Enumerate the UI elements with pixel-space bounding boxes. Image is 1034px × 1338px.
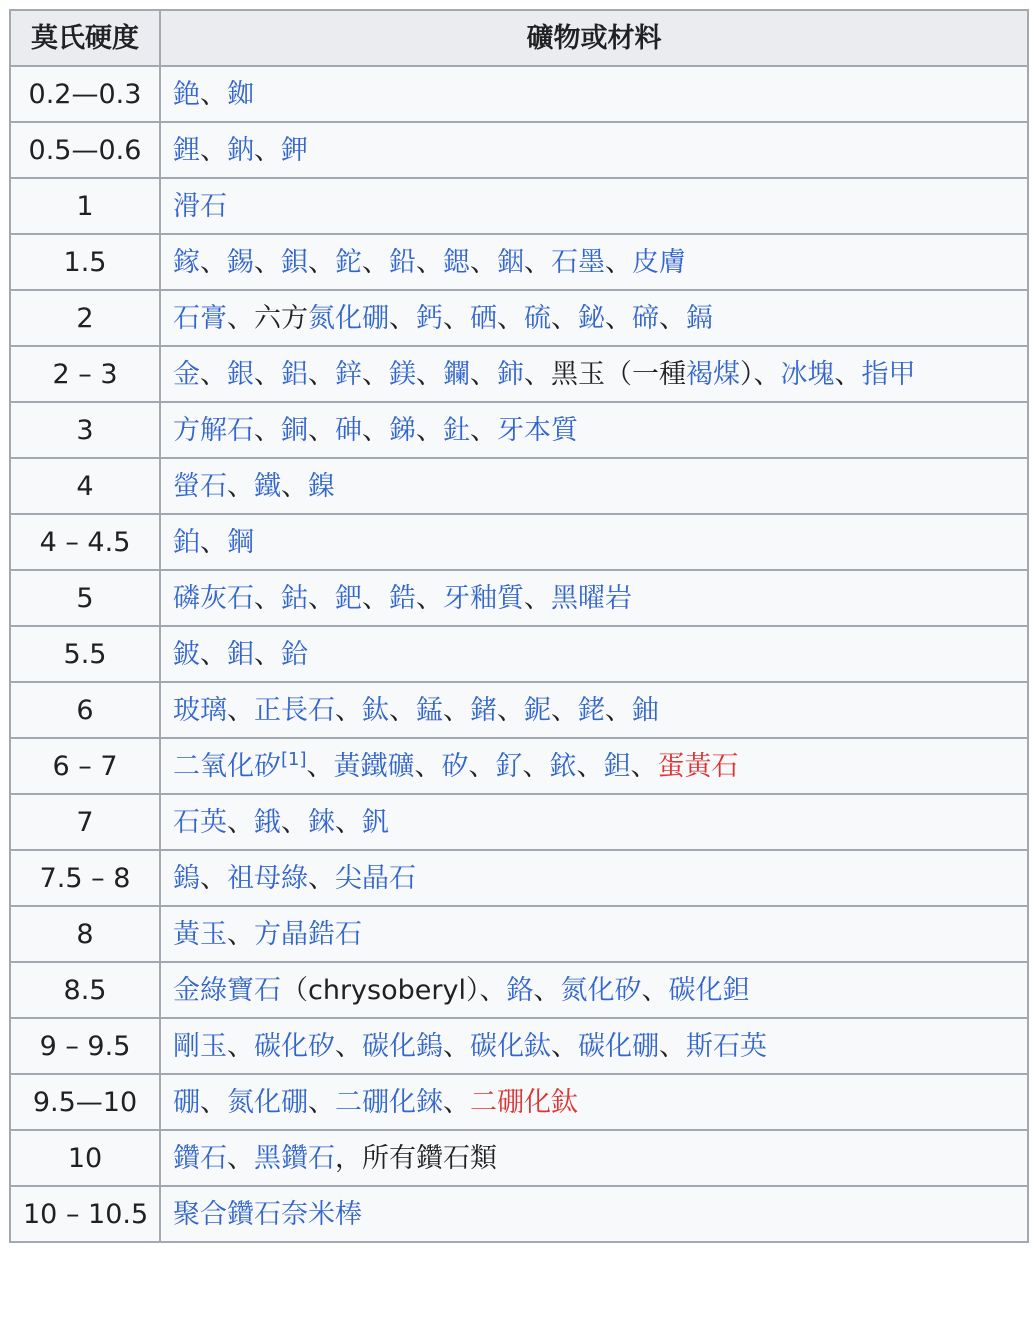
separator-text: 、 <box>200 526 227 558</box>
materials-cell <box>160 346 1028 402</box>
citation-superscript <box>281 749 307 770</box>
separator-text: 、 <box>308 414 335 446</box>
wiki-link[interactable]: 鍶 <box>443 246 470 278</box>
hardness-cell: 0.2—0.3 <box>10 66 160 122</box>
table-row <box>10 66 1028 122</box>
wiki-link[interactable]: 石英 <box>173 806 227 838</box>
separator-text: 、 <box>605 302 632 334</box>
separator-text: 、 <box>227 1142 254 1174</box>
separator-text: 、 <box>416 582 443 614</box>
wiki-link[interactable]: 黑曜岩 <box>551 582 632 614</box>
hardness-cell: 7.5 – 8 <box>10 850 160 906</box>
hardness-cell: 1 <box>10 178 160 234</box>
materials-cell <box>160 962 1028 1018</box>
separator-text: 、 <box>362 582 389 614</box>
table-row <box>10 570 1028 626</box>
citation-link[interactable]: [1] <box>281 748 307 770</box>
hardness-cell: 5 <box>10 570 160 626</box>
hardness-cell: 8 <box>10 906 160 962</box>
separator-text: 、 <box>630 750 658 782</box>
wiki-link[interactable]: 氮化硼 <box>308 302 389 334</box>
header-materials[interactable]: 礦物或材料 <box>160 10 1028 66</box>
wiki-link[interactable]: 方解石 <box>173 414 254 446</box>
wiki-link[interactable]: 金 <box>173 358 200 390</box>
wiki-link[interactable]: 鉛 <box>389 246 416 278</box>
separator-text: 、 <box>533 974 561 1006</box>
separator-text: 、 <box>414 750 442 782</box>
wiki-link[interactable]: 剛玉 <box>173 1030 227 1062</box>
separator-text: 、 <box>200 638 227 670</box>
mohs-hardness-table <box>9 9 1029 1243</box>
hardness-cell: 9.5—10 <box>10 1074 160 1130</box>
wiki-link[interactable]: 二氧化矽 <box>173 750 281 782</box>
separator-text: 、 <box>497 302 524 334</box>
wiki-link[interactable]: 螢石 <box>173 470 227 502</box>
wiki-link[interactable]: 碲 <box>632 302 659 334</box>
wiki-link[interactable]: 硫 <box>524 302 551 334</box>
table-row <box>10 626 1028 682</box>
table-row <box>10 514 1028 570</box>
wiki-link[interactable]: 碳化鈦 <box>470 1030 551 1062</box>
wiki-link[interactable]: 二硼化錸 <box>335 1086 443 1118</box>
wiki-link[interactable]: 金綠寶石 <box>173 974 281 1006</box>
separator-text: 、 <box>551 1030 578 1062</box>
separator-text: 、 <box>834 358 862 390</box>
wiki-link[interactable]: 鉻 <box>506 974 534 1006</box>
separator-text: 、 <box>308 862 335 894</box>
separator-text: 、 <box>470 414 497 446</box>
wiki-link[interactable]: 釷 <box>443 414 470 446</box>
hardness-cell: 4 <box>10 458 160 514</box>
materials-cell <box>160 906 1028 962</box>
hardness-cell: 2 <box>10 290 160 346</box>
table-row <box>10 738 1028 794</box>
materials-cell <box>160 290 1028 346</box>
hardness-cell: 7 <box>10 794 160 850</box>
separator-text: 、 <box>335 806 362 838</box>
wiki-link[interactable]: 鋅 <box>335 358 362 390</box>
wiki-link[interactable]: 釩 <box>362 806 389 838</box>
table-body <box>10 66 1028 1242</box>
table-row <box>10 962 1028 1018</box>
wiki-link[interactable]: 鈉 <box>227 134 254 166</box>
wiki-link[interactable]: 鎵 <box>173 246 200 278</box>
separator-text: 、 <box>659 1030 686 1062</box>
separator-text: 、 <box>335 694 362 726</box>
wiki-link[interactable]: 鎳 <box>308 470 335 502</box>
separator-text: 、 <box>468 750 496 782</box>
wiki-link[interactable]: 方晶鋯石 <box>254 918 362 950</box>
wiki-link[interactable]: 鉬 <box>227 638 254 670</box>
wiki-link[interactable]: 釕 <box>495 750 523 782</box>
wiki-link[interactable]: 鎂 <box>389 358 416 390</box>
wiki-link[interactable]: 皮膚 <box>632 246 686 278</box>
wiki-link[interactable]: 尖晶石 <box>335 862 416 894</box>
hardness-cell: 5.5 <box>10 626 160 682</box>
separator-text: 、 <box>200 358 227 390</box>
hardness-cell: 9 – 9.5 <box>10 1018 160 1074</box>
separator-text: 、 <box>306 750 334 782</box>
separator-text: 、 <box>605 694 632 726</box>
table-row <box>10 178 1028 234</box>
header-hardness[interactable]: 莫氏硬度 <box>10 10 160 66</box>
materials-cell <box>160 626 1028 682</box>
table-row <box>10 1018 1028 1074</box>
table-row <box>10 850 1028 906</box>
table-row <box>10 1186 1028 1242</box>
separator-text: 、 <box>551 302 578 334</box>
wiki-link[interactable]: 鋯 <box>389 582 416 614</box>
wiki-link[interactable]: 鎘 <box>686 302 713 334</box>
separator-text: 、 <box>416 246 443 278</box>
separator-text: 、 <box>227 806 254 838</box>
wiki-link[interactable]: 氮化矽 <box>560 974 642 1006</box>
wiki-link[interactable]: 銅 <box>281 414 308 446</box>
wiki-link[interactable]: 鉀 <box>281 134 308 166</box>
table-row <box>10 458 1028 514</box>
separator-text: 、 <box>443 1086 470 1118</box>
wiki-link[interactable]: 碳化矽 <box>254 1030 335 1062</box>
materials-cell <box>160 850 1028 906</box>
wiki-link[interactable]: 磷灰石 <box>173 582 254 614</box>
hardness-cell: 10 <box>10 1130 160 1186</box>
wiki-link[interactable]: 滑石 <box>173 190 227 222</box>
separator-text: 、 <box>308 1086 335 1118</box>
red-wiki-link[interactable]: 蛋黃石 <box>657 750 739 782</box>
wiki-link[interactable]: 鈮 <box>524 694 551 726</box>
hardness-cell: 2 – 3 <box>10 346 160 402</box>
hardness-cell: 10 – 10.5 <box>10 1186 160 1242</box>
separator-text: 、 <box>335 1030 362 1062</box>
wiki-link[interactable]: 石墨 <box>551 246 605 278</box>
materials-cell <box>160 1074 1028 1130</box>
separator-text: 、 <box>416 358 443 390</box>
separator-text: 、黑玉（一種 <box>524 358 686 390</box>
materials-cell <box>160 1018 1028 1074</box>
materials-cell <box>160 178 1028 234</box>
wiki-link[interactable]: 銻 <box>389 414 416 446</box>
wiki-link[interactable]: 鉭 <box>603 750 631 782</box>
separator-text: 、 <box>362 414 389 446</box>
table-row <box>10 122 1028 178</box>
separator-text: 、 <box>416 414 443 446</box>
materials-cell <box>160 458 1028 514</box>
materials-cell <box>160 794 1028 850</box>
separator-text: ，所有鑽石類 <box>335 1142 497 1174</box>
table-row <box>10 234 1028 290</box>
separator-text: 、 <box>470 246 497 278</box>
separator-text: 、 <box>308 358 335 390</box>
wiki-link[interactable]: 祖母綠 <box>227 862 308 894</box>
separator-text: 、 <box>551 694 578 726</box>
table-row <box>10 346 1028 402</box>
table-row <box>10 906 1028 962</box>
hardness-cell: 6 <box>10 682 160 738</box>
wiki-link[interactable]: 銣 <box>227 78 254 110</box>
wiki-link[interactable]: 鉈 <box>335 246 362 278</box>
wiki-link[interactable]: 牙釉質 <box>443 582 524 614</box>
hardness-cell: 8.5 <box>10 962 160 1018</box>
separator-text: 、 <box>254 638 281 670</box>
wiki-link[interactable]: 鑽石 <box>173 1142 227 1174</box>
separator-text: 、 <box>362 246 389 278</box>
wiki-link[interactable]: 鈣 <box>416 302 443 334</box>
separator-text: 、 <box>443 302 470 334</box>
separator-text: 、六方 <box>227 302 308 334</box>
separator-text: 、 <box>254 246 281 278</box>
separator-text: 、 <box>389 302 416 334</box>
separator-text: 、 <box>227 694 254 726</box>
wiki-link[interactable]: 硒 <box>470 302 497 334</box>
separator-text: 、 <box>200 862 227 894</box>
table-row <box>10 290 1028 346</box>
materials-cell <box>160 122 1028 178</box>
wiki-link[interactable]: 錳 <box>416 694 443 726</box>
wiki-link[interactable]: 鋰 <box>173 134 200 166</box>
wiki-link[interactable]: 鋁 <box>281 358 308 390</box>
wiki-link[interactable]: 鈾 <box>632 694 659 726</box>
separator-text: 、 <box>200 1086 227 1118</box>
wiki-link[interactable]: 指甲 <box>861 358 916 390</box>
hardness-cell: 1.5 <box>10 234 160 290</box>
wiki-link[interactable]: 鍺 <box>470 694 497 726</box>
wiki-link[interactable]: 碳化鎢 <box>362 1030 443 1062</box>
separator-text: 、 <box>576 750 604 782</box>
wiki-link[interactable]: 石膏 <box>173 302 227 334</box>
wiki-link[interactable]: 矽 <box>441 750 469 782</box>
separator-text: 、 <box>281 806 308 838</box>
separator-text: 、 <box>254 582 281 614</box>
table-row <box>10 682 1028 738</box>
separator-text: 、 <box>200 246 227 278</box>
table-row <box>10 1130 1028 1186</box>
wiki-link[interactable]: 黑鑽石 <box>254 1142 335 1174</box>
wiki-link[interactable]: 鑭 <box>443 358 470 390</box>
wiki-link[interactable]: 玻璃 <box>173 694 227 726</box>
separator-text: 、 <box>605 246 632 278</box>
wiki-link[interactable]: 錫 <box>227 246 254 278</box>
separator-text: 、 <box>389 694 416 726</box>
separator-text: 、 <box>443 1030 470 1062</box>
separator-text: 、 <box>524 582 551 614</box>
materials-cell <box>160 570 1028 626</box>
table-row <box>10 794 1028 850</box>
wiki-link[interactable]: 黃鐵礦 <box>333 750 415 782</box>
separator-text: 、 <box>308 246 335 278</box>
wiki-link[interactable]: 斯石英 <box>686 1030 767 1062</box>
separator-text: 、 <box>443 694 470 726</box>
wiki-link[interactable]: 硼 <box>173 1086 200 1118</box>
wiki-link[interactable]: 鐵 <box>254 470 281 502</box>
wiki-link[interactable]: 牙本質 <box>497 414 578 446</box>
materials-cell <box>160 514 1028 570</box>
wiki-link[interactable]: 聚合鑽石奈米棒 <box>173 1198 362 1230</box>
separator-text: （chrysoberyl）、 <box>281 974 507 1006</box>
hardness-cell: 3 <box>10 402 160 458</box>
wiki-link[interactable]: 銀 <box>227 358 254 390</box>
wiki-link[interactable]: 砷 <box>335 414 362 446</box>
materials-cell <box>160 738 1028 794</box>
separator-text: 、 <box>522 750 550 782</box>
wiki-link[interactable]: 鈹 <box>173 638 200 670</box>
wiki-link[interactable]: 鋇 <box>281 246 308 278</box>
separator-text: 、 <box>308 582 335 614</box>
wiki-link[interactable]: 碳化鉭 <box>668 974 750 1006</box>
wiki-link[interactable]: 銫 <box>173 78 200 110</box>
materials-cell <box>160 402 1028 458</box>
wiki-link[interactable]: 鉿 <box>281 638 308 670</box>
wiki-link[interactable]: 正長石 <box>254 694 335 726</box>
wiki-link[interactable]: 黃玉 <box>173 918 227 950</box>
wiki-link[interactable]: 銠 <box>578 694 605 726</box>
wiki-link[interactable]: 鉍 <box>578 302 605 334</box>
materials-cell <box>160 1130 1028 1186</box>
separator-text: 、 <box>227 470 254 502</box>
red-wiki-link[interactable]: 二硼化鈦 <box>470 1086 578 1118</box>
separator-text: 、 <box>362 358 389 390</box>
wiki-link[interactable]: 錸 <box>308 806 335 838</box>
materials-cell <box>160 66 1028 122</box>
wiki-link[interactable]: 鋨 <box>254 806 281 838</box>
wiki-link[interactable]: 鈷 <box>281 582 308 614</box>
wiki-link[interactable]: 鎢 <box>173 862 200 894</box>
separator-text: 、 <box>200 134 227 166</box>
hardness-cell: 0.5—0.6 <box>10 122 160 178</box>
materials-cell <box>160 1186 1028 1242</box>
separator-text: 、 <box>497 694 524 726</box>
separator-text: 、 <box>659 302 686 334</box>
separator-text: 、 <box>524 246 551 278</box>
wiki-link[interactable]: 碳化硼 <box>578 1030 659 1062</box>
separator-text: 、 <box>254 134 281 166</box>
separator-text: 、 <box>281 470 308 502</box>
separator-text: 、 <box>227 918 254 950</box>
materials-cell <box>160 682 1028 738</box>
table-row <box>10 402 1028 458</box>
wiki-link[interactable]: 鈀 <box>335 582 362 614</box>
wiki-link[interactable]: 鋼 <box>227 526 254 558</box>
materials-cell <box>160 234 1028 290</box>
wiki-link[interactable]: 冰塊 <box>780 358 835 390</box>
separator-text: 、 <box>227 1030 254 1062</box>
wiki-link[interactable]: 銦 <box>497 246 524 278</box>
hardness-cell: 6 – 7 <box>10 738 160 794</box>
separator-text: ）、 <box>740 358 781 390</box>
wiki-link[interactable]: 鉑 <box>173 526 200 558</box>
separator-text: 、 <box>200 78 227 110</box>
wiki-link[interactable]: 鈰 <box>497 358 524 390</box>
wiki-link[interactable]: 鈦 <box>362 694 389 726</box>
separator-text: 、 <box>470 358 497 390</box>
table-header-row <box>10 10 1028 66</box>
separator-text: 、 <box>641 974 669 1006</box>
wiki-link[interactable]: 氮化硼 <box>227 1086 308 1118</box>
separator-text: 、 <box>254 414 281 446</box>
separator-text: 、 <box>254 358 281 390</box>
wiki-link[interactable]: 銥 <box>549 750 577 782</box>
table-row <box>10 1074 1028 1130</box>
hardness-cell: 4 – 4.5 <box>10 514 160 570</box>
wiki-link[interactable]: 褐煤 <box>686 358 740 390</box>
